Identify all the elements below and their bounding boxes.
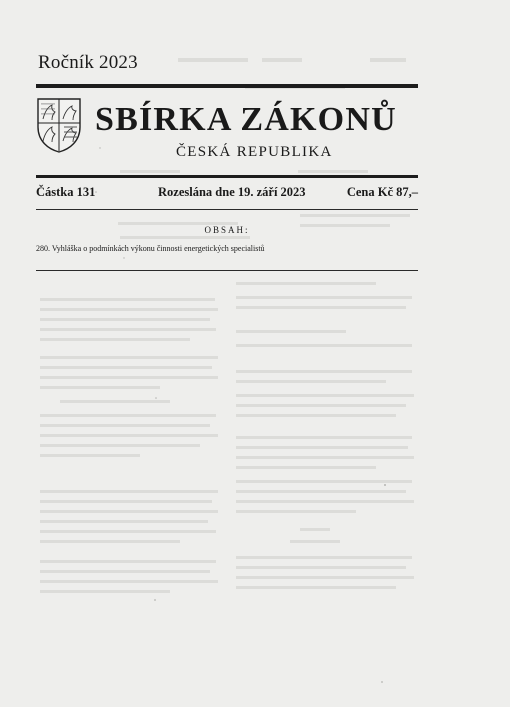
issue-part: Částka 131 — [36, 185, 96, 199]
czech-coat-of-arms-icon — [36, 97, 82, 153]
contents-item-number: 280. — [36, 244, 50, 253]
publication-country: ČESKÁ REPUBLIKA — [176, 144, 333, 160]
contents-item — [36, 244, 418, 253]
issue-price: Cena Kč 87,– — [346, 185, 418, 199]
contents-rule — [36, 270, 418, 271]
header-rule-bottom — [36, 175, 418, 178]
volume-year: Ročník 2023 — [38, 52, 138, 73]
issue-rule — [36, 209, 418, 210]
issue-distribution-date: Rozeslána dne 19. září 2023 — [158, 185, 306, 199]
contents-item-title: Vyhláška o podmínkách výkonu činnosti energetických specialistů — [51, 244, 265, 253]
publication-title: SBÍRKA ZÁKONŮ — [95, 101, 397, 138]
contents-heading: OBSAH: — [204, 225, 250, 235]
header-rule-top — [36, 84, 418, 88]
